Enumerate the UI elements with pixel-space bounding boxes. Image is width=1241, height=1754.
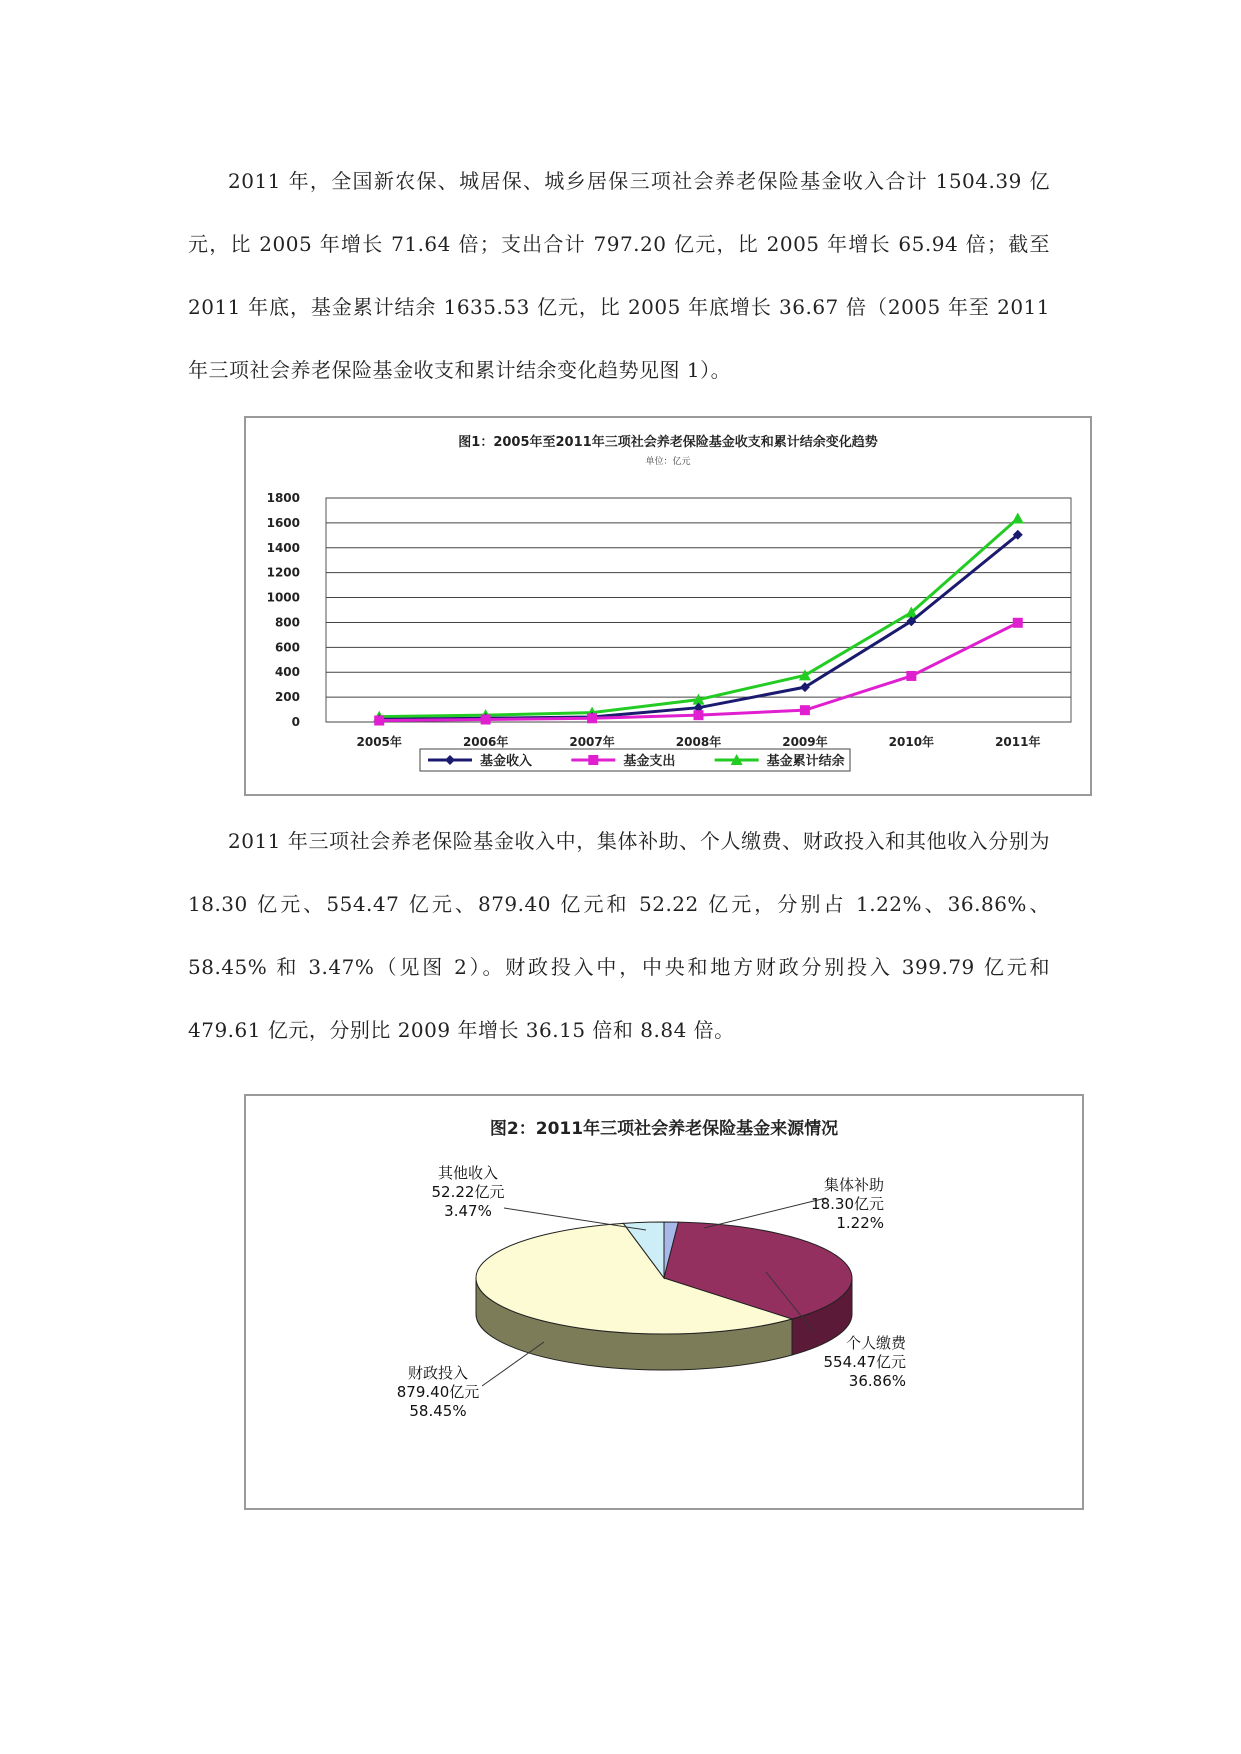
paragraph-fund-summary: 2011 年，全国新农保、城居保、城乡居保三项社会养老保险基金收入合计 1504.39 亿元，比 2005 年增长 71.64 倍；支出合计 797.20 亿元，比 2005 年增长 65.94 倍；截至 2011 年底，基金累计结余 1635.53 亿元，比 2005 年底增长 36.67 倍（2005 年至 2011 年三项社会养老保险基金收支和累计结余变化趋势见图 1）。: [188, 169, 1050, 382]
data-point: [587, 713, 597, 723]
slice-label: 其他收入: [437, 1164, 499, 1182]
slice-label: 3.47%: [444, 1202, 492, 1220]
slice-label: 52.22亿元: [431, 1183, 505, 1201]
data-point: [800, 705, 810, 715]
plot-area: [326, 498, 1071, 722]
figure-2-pie-chart: [244, 1094, 1084, 1510]
data-point: [374, 716, 384, 726]
legend-marker: [588, 755, 598, 765]
leader-line: [704, 1198, 826, 1228]
y-tick-label: 600: [274, 640, 300, 655]
slice-label: 1.22%: [836, 1214, 884, 1232]
chart1-title: 图1：2005年至2011年三项社会养老保险基金收支和累计结余变化趋势: [458, 435, 878, 450]
slice-label: 36.86%: [848, 1372, 906, 1390]
x-tick-label: 2005年: [356, 735, 402, 749]
data-point: [694, 710, 704, 720]
chart2-title: 图2：2011年三项社会养老保险基金来源情况: [489, 1119, 839, 1139]
x-tick-label: 2007年: [569, 735, 615, 749]
paragraph-fund-sources: 2011 年三项社会养老保险基金收入中，集体补助、个人缴费、财政投入和其他收入分别为 18.30 亿元、554.47 亿元、879.40 亿元和 52.22 亿元，分别占 1.22%、36.86%、58.45% 和 3.47%（见图 2）。财政投入中，中央和地方财政分别投入 399.79 亿元和 479.61 亿元，分别比 2009 年增长 36.15 倍和 8.84 倍。: [188, 829, 1050, 1042]
x-tick-label: 2006年: [462, 735, 509, 749]
y-tick-label: 800: [274, 615, 300, 630]
y-tick-label: 1600: [266, 515, 300, 530]
slice-label: 879.40亿元: [396, 1383, 480, 1401]
slice-label: 财政投入: [407, 1364, 469, 1382]
y-tick-label: 1200: [266, 565, 300, 580]
legend-label: 基金支出: [623, 754, 676, 769]
y-tick-label: 1800: [266, 491, 300, 505]
data-point: [906, 671, 916, 681]
y-tick-label: 1000: [266, 590, 300, 605]
legend-label: 基金收入: [480, 754, 533, 769]
figure-1-line-chart: [244, 416, 1092, 796]
y-tick-label: 200: [274, 690, 300, 705]
chart1-subtitle: 单位：亿元: [645, 457, 691, 467]
x-tick-label: 2008年: [675, 735, 722, 749]
slice-label: 18.30亿元: [811, 1195, 884, 1213]
data-point: [1013, 618, 1023, 628]
y-tick-label: 400: [274, 665, 300, 680]
line-chart-svg: [246, 418, 1090, 794]
slice-label: 集体补助: [823, 1176, 884, 1194]
leader-line: [482, 1342, 544, 1386]
slice-label: 58.45%: [409, 1402, 467, 1420]
leader-line: [504, 1208, 646, 1230]
pie-chart-svg: [246, 1096, 1082, 1508]
y-tick-label: 0: [291, 715, 300, 729]
legend-label: 基金累计结余: [766, 754, 845, 769]
slice-label: 个人缴费: [845, 1334, 906, 1352]
y-tick-label: 1400: [266, 540, 300, 555]
x-tick-label: 2011年: [995, 735, 1041, 749]
x-tick-label: 2009年: [782, 735, 828, 749]
slice-label: 554.47亿元: [823, 1353, 906, 1371]
x-tick-label: 2010年: [888, 735, 935, 749]
data-point: [481, 715, 491, 725]
